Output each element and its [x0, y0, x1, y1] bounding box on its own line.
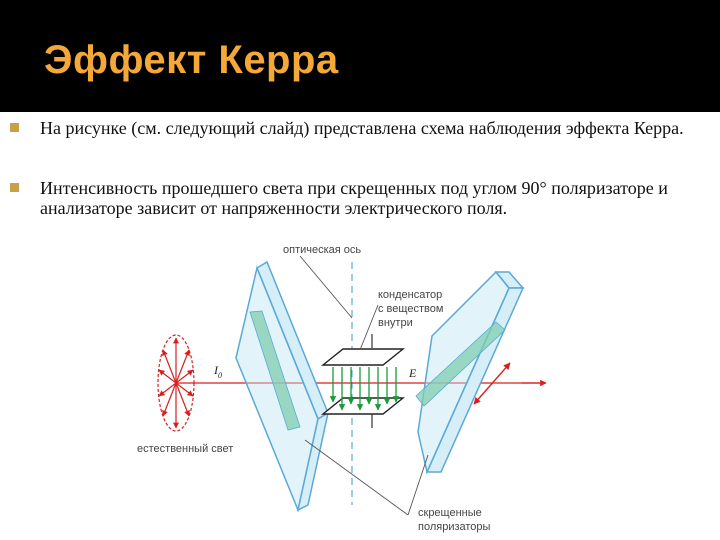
slide-title: Эффект Керра — [44, 38, 339, 82]
capacitor-label-line2: с веществом — [378, 303, 444, 315]
crossed-polarizers-label-line2: поляризаторы — [418, 521, 491, 533]
bullet-text: Интенсивность прошедшего света при скрещенных под углом 90° поляризаторе и анализаторе зависит от напряженности электрического поля. — [40, 178, 668, 218]
natural-light-label: естественный свет — [137, 443, 234, 455]
left-polarizer — [236, 262, 328, 510]
optical-axis-label: оптическая ось — [283, 244, 362, 256]
polarizers-leader-left — [305, 440, 408, 515]
intensity-label — [213, 363, 222, 380]
field-label: E — [409, 366, 417, 380]
intensity-subscript: 0 — [218, 371, 222, 380]
capacitor-label-line1: конденсатор — [378, 289, 443, 301]
right-polarizer — [416, 272, 523, 472]
crossed-polarizers-label-line1: скрещенные — [418, 507, 482, 519]
bullet-text: На рисунке (см. следующий слайд) представлена схема наблюдения эффекта Керра. — [40, 118, 684, 138]
capacitor — [323, 334, 403, 428]
capacitor-label-line3: внутри — [378, 317, 413, 329]
optical-axis-leader — [300, 256, 352, 318]
polarizers-leader-right — [408, 455, 428, 515]
capacitor-leader — [360, 305, 378, 350]
intensity-symbol: I — [214, 363, 218, 377]
